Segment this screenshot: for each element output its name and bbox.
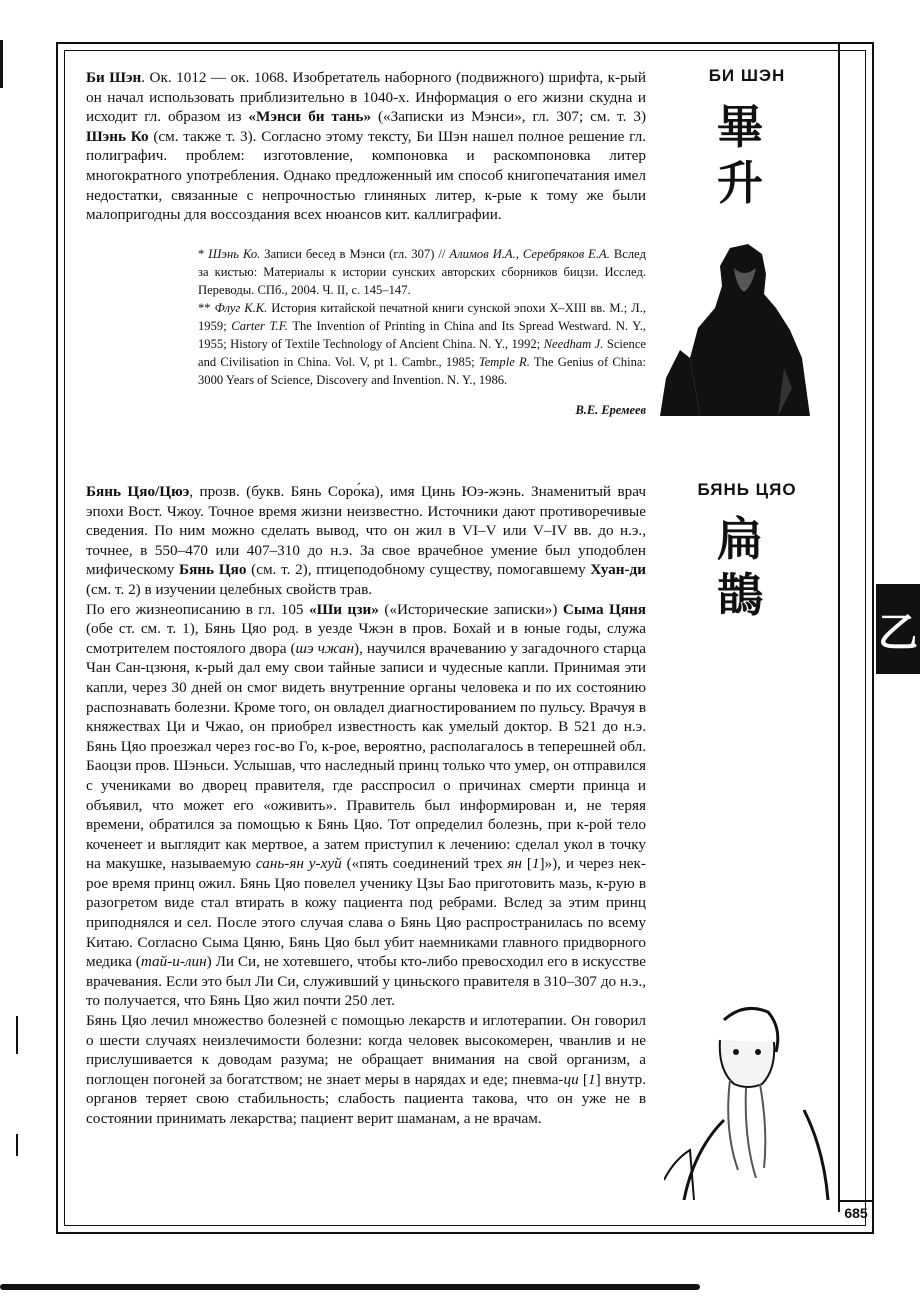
text-run: ), научился врачеванию у загадочного старца Чан Сан-цзюня, к-рый дал ему свои тайные записи и чудесные капли. Принимая эти капли, через 30 дней он смог видеть внутренние органы человека и по их состоянию распознавать болезни. Кроме того, он овладел диагностированием по пульсу. Врачуя в княжествах Ци и Чжао, он приобрел известность как умелый доктор. В 521 до н.э. Бянь Цяо проезжал через гос-во Го, к-рое, вероятно, располагалось в теперешней обл. Баоцзи пров. Шэньси. Услышав, что наследный принц только что умер, он отправился с учениками во дворец правителя, где расспросил о причинах смерти принца и объявил, что может его «оживить». Правитель был информирован и, не теряя времени, обратился за помощью к Бянь Цяо. Тот определил болезнь, при к-рой тело коченеет и выглядит как мертвое, а затем приступил к лечению: сделал укол в точку на макушке, называемую (86, 639, 646, 873)
page-number: 685 (838, 1200, 874, 1226)
bold-term: «Мэнси би тань» (248, 108, 372, 126)
italic-term: 1 (587, 1070, 596, 1088)
text-run: The Genius of China: 3000 Years of Science, Discovery and Invention. N. Y., 1986. (198, 355, 646, 387)
text-run: Записи бесед в Мэнси (гл. 307) // (260, 247, 450, 261)
margin-mark (0, 1284, 700, 1290)
italic-term: Temple R. (478, 355, 530, 369)
text-run: , прозв. (букв. Бянь Соро́ка), имя Цинь Юэ-жэнь. Знаменитый врач эпохи Вост. Чжоу. Точное время жизни неизвестно. Источники дают противоречивые сведения. По ним можно сделать вывод, что он жил в VI–V или V–IV вв. до н.э., точнее, в 550–470 или 407–310 до н.э. За свое врачебное умение был уподоблен мифическому (86, 483, 646, 579)
entry-bi-sheng-author: В.Е. Еремеев (575, 403, 646, 417)
bian-qiao-paragraph (86, 482, 646, 600)
text-run: Бянь Цяо лечил множество болезней с помощью лекарств и иглотерапии. Он говорил о шести случаях неизлечимости болезни: когда человек высокомерен, чванлив и не прислушивается к доводам разума; не обращает внимания на свой организм, а поглощен погоней за богатством; не знает меры в нарядах и еде; пневма- (86, 1012, 646, 1088)
margin-mark (16, 1016, 18, 1054)
text-run: (см. также т. 3). Согласно этому тексту, Би Шэн нашел полное решение гл. полиграфич. проблем: изготовление, компоновка и раскомпоновка литер многократного употребления. Однако предложенный им способ книгопечатания имел недостатки, связанные с непрочностью глиняных литер, к-рые к тому же были малопригодны для воссоздания всех нюансов кит. каллиграфии. (86, 127, 646, 224)
bian-qiao-paragraph (86, 600, 646, 1011)
bold-term: Бянь Цяо/Цюэ (86, 483, 190, 500)
text-run: По его жизнеописанию в гл. 105 (86, 600, 309, 618)
bi-sheng-reference-paragraph (198, 245, 646, 299)
entry-bi-sheng-references (198, 245, 646, 389)
italic-term: Needham J. (543, 337, 604, 351)
italic-term: тай-и-лин (140, 953, 207, 971)
bi-sheng-reference-paragraph (198, 299, 646, 389)
italic-term: ци (563, 1070, 579, 1088)
bian-qiao-portrait (664, 1000, 830, 1200)
bold-term: Хуан-ди (590, 561, 646, 579)
bi-sheng-paragraph (86, 68, 646, 225)
text-run: Science and Civilisation in China. Vol. V, pt 1. Cambr., 1985; (198, 337, 646, 369)
text-run: История китайской печатной книги сунской эпохи X–XIII вв. М.; Л., 1959; (198, 301, 647, 333)
text-run: Вслед за кистью: Материалы к истории сунских авторских сборников бицзи. Исслед. Переводы. СПб., 2004. Ч. II, с. 145–147. (198, 247, 646, 297)
italic-term: Carter T.F. (231, 319, 288, 333)
entry-bian-qiao-side-title: БЯНЬ ЦЯО (697, 480, 797, 499)
text-run: [ (578, 1070, 588, 1088)
text-run: («Исторические записки») (378, 600, 563, 618)
column-divider (838, 42, 840, 1212)
text-run: («Записки из Мэнси», гл. 307; см. т. 3) (371, 108, 647, 126)
entry-bi-sheng-text (86, 68, 646, 225)
entry-bi-sheng-hanzi-1: 畢 (717, 100, 763, 154)
text-run: (обе ст. см. т. 1), Бянь Цяо род. в уезде Чжэн в пров. Бохай и в юные годы, служа смотрителем постоялого двора ( (86, 620, 646, 657)
text-run: («пять соединений трех (341, 855, 508, 873)
bold-term: Шэнь Ко (86, 127, 149, 145)
bold-term: Би Шэн (86, 69, 142, 86)
italic-term: Флуг К.К. (214, 301, 268, 315)
text-run: * (198, 247, 209, 261)
text-run: . Ок. 1012 — ок. 1068. Изобретатель наборного (подвижного) шрифта, к-рый он начал использовать приблизительно в 1040-х. Информация о его жизни скудна и исходит гл. образом из (86, 69, 646, 126)
italic-term: Шэнь Ко. (208, 247, 261, 261)
bian-qiao-paragraph (86, 1011, 646, 1129)
margin-mark (16, 1134, 18, 1156)
text-run: The Invention of Printing in China and Its Spread Westward. N. Y., 1955; History of Textile Technology of Ancient China. N. Y., 1992; (198, 319, 647, 351)
italic-term: 1 (531, 855, 540, 873)
text-run: ]»), и через нек-рое время принц ожил. Бянь Цяо повелел ученику Цзы Бао приготовить мазь, к-рую в разогретом виде стал втирать в кожу пациента под ребрами. Вслед за этим принц приподнялся и сел. После этого случая слава о Бянь Цяо распространилась по всему Китаю. Согласно Сыма Цяню, Бянь Цяо был убит наемниками главного придворного медика ( (86, 855, 646, 971)
bold-term: «Ши цзи» (309, 600, 379, 618)
entry-bian-qiao-hanzi-2: 鵲 (717, 568, 763, 622)
margin-mark (0, 40, 3, 88)
italic-term: Алимов И.А., Серебряков Е.А. (449, 247, 610, 261)
bi-sheng-portrait (660, 238, 816, 416)
text-run: (см. т. 2) в изучении целебных свойств трав. (86, 580, 373, 598)
entry-bi-sheng-hanzi-2: 升 (717, 156, 763, 210)
entry-bi-sheng-side-title: БИ ШЭН (708, 66, 786, 85)
bold-term: Бянь Цяо (179, 561, 247, 579)
entry-bian-qiao-hanzi-1: 扁 (717, 512, 763, 566)
italic-term: ян (507, 855, 522, 873)
italic-term: сань-ян у-хуй (255, 855, 342, 873)
text-run: [ (521, 855, 532, 873)
text-run: (см. т. 2), птицеподобному существу, помогавшему (246, 561, 591, 579)
entry-bian-qiao-text (86, 482, 646, 1129)
italic-term: шэ чжан (295, 639, 355, 657)
text-run: ] внутр. органов теряет свою стабильность; слабость пациента такова, что он уже не в состоянии принимать лекарства; пациент верит шаманам, а не врачам. (86, 1070, 646, 1127)
section-thumb-tab: 乙 (876, 584, 920, 674)
bold-term: Сыма Цяня (562, 600, 647, 618)
text-run: ) Ли Си, не хотевшего, чтобы кто-либо превосходил его в искусстве врачевания. Если это был Ли Си, служивший у циньского правителя в 310–307 до н.э., то получается, что Бянь Цяо жил почти 250 лет. (86, 953, 646, 1010)
text-run: ** (198, 301, 215, 315)
